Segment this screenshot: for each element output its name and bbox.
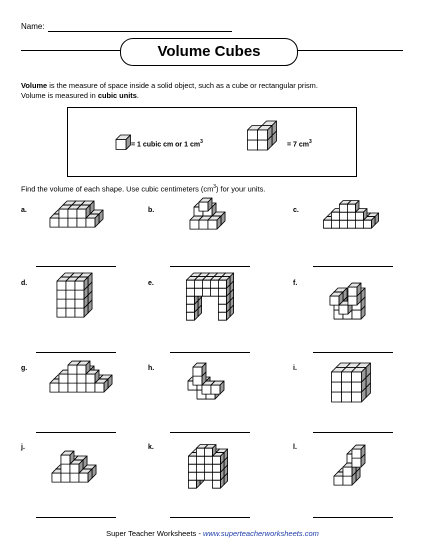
- instructions-exp: 3: [213, 184, 217, 190]
- cube-shape-j: [48, 446, 108, 496]
- cube-shape-k: [184, 440, 244, 498]
- problem-l-letter: l.: [293, 444, 297, 451]
- answer-line-h[interactable]: [170, 432, 250, 433]
- problem-e-letter: e.: [148, 280, 154, 287]
- answer-line-l[interactable]: [313, 517, 393, 518]
- one-cube-label-text: = 1 cubic cm or 1 cm: [131, 141, 201, 149]
- problem-c-letter: c.: [293, 207, 299, 214]
- problem-j-letter: j.: [21, 444, 25, 451]
- cube-unit: [204, 445, 216, 457]
- intro-line2-prefix: Volume is measured in: [21, 91, 98, 100]
- cube-unit: [352, 368, 367, 383]
- cube-unit: [193, 363, 206, 376]
- problem-g-letter: g.: [21, 365, 28, 372]
- problem-k-letter: k.: [148, 444, 154, 451]
- answer-line-a[interactable]: [36, 266, 116, 267]
- cube-unit: [116, 135, 131, 150]
- problem-h-letter: h.: [148, 365, 155, 372]
- intro-line1: is the measure of space inside a solid object, such as a cube or rectangular prism.: [47, 81, 318, 90]
- name-label: Name:: [21, 22, 45, 31]
- cube-unit: [61, 451, 74, 464]
- answer-line-b[interactable]: [170, 266, 250, 267]
- cube-unit: [218, 277, 230, 289]
- seven-cube-label-text: = 7 cm: [287, 141, 309, 149]
- footer-url-link[interactable]: www.superteacherworksheets.com: [202, 529, 319, 538]
- problem-a-letter: a.: [21, 207, 27, 214]
- cube-unit: [352, 445, 365, 458]
- footer: [0, 529, 425, 538]
- volume-term: Volume: [21, 81, 48, 90]
- seven-cube-exp: 3: [309, 139, 312, 145]
- one-cube-exp: 3: [200, 139, 203, 145]
- name-field-line[interactable]: [48, 31, 232, 32]
- cube-unit: [208, 216, 221, 229]
- page-title: Volume Cubes: [120, 38, 298, 66]
- cube-shape-i: [328, 362, 370, 406]
- answer-line-i[interactable]: [313, 432, 393, 433]
- answer-line-j[interactable]: [36, 517, 116, 518]
- instructions-text: Find the volume of each shape. Use cubic centimeters (cm: [21, 184, 214, 194]
- cube-unit: [348, 283, 361, 296]
- cube-unit: [258, 126, 273, 141]
- cube-shape-l: [330, 440, 370, 498]
- unit-term: cubic units: [97, 91, 137, 100]
- footer-separator: -: [196, 529, 203, 538]
- cube-unit: [211, 381, 224, 394]
- intro-paragraph: [21, 81, 411, 101]
- answer-line-d[interactable]: [36, 352, 116, 353]
- problem-f-letter: f.: [293, 280, 298, 287]
- cube-shape-b: [186, 193, 236, 241]
- one-cube-label: [131, 139, 203, 148]
- answer-line-f[interactable]: [313, 352, 393, 353]
- answer-line-c[interactable]: [313, 266, 393, 267]
- cube-shape-c: [319, 196, 399, 241]
- cube-unit: [199, 198, 212, 211]
- cube-shape-h: [180, 358, 230, 408]
- answer-line-e[interactable]: [170, 352, 250, 353]
- answer-line-g[interactable]: [36, 432, 116, 433]
- cube-shape-e: [182, 272, 242, 334]
- single-cube-icon: [108, 134, 128, 154]
- cube-unit: [75, 277, 88, 290]
- cube-shape-d: [53, 272, 103, 332]
- problem-d-letter: d.: [21, 280, 28, 287]
- footer-brand: Super Teacher Worksheets: [106, 529, 197, 538]
- problem-i-letter: i.: [293, 365, 297, 372]
- problem-b-letter: b.: [148, 207, 155, 214]
- seven-cube-label: [287, 139, 312, 148]
- cube-unit: [77, 361, 90, 374]
- cube-shape-f: [326, 278, 376, 328]
- answer-line-k[interactable]: [170, 517, 250, 518]
- cube-unit: [77, 205, 90, 218]
- cube-unit: [330, 292, 343, 305]
- cube-unit: [347, 201, 359, 213]
- cube-shape-g: [46, 356, 126, 406]
- intro-line2-suffix: .: [136, 91, 139, 100]
- seven-cube-icon: [244, 120, 284, 160]
- cube-shape-a: [46, 200, 116, 240]
- instructions-text-end: ) for your units.: [216, 184, 266, 194]
